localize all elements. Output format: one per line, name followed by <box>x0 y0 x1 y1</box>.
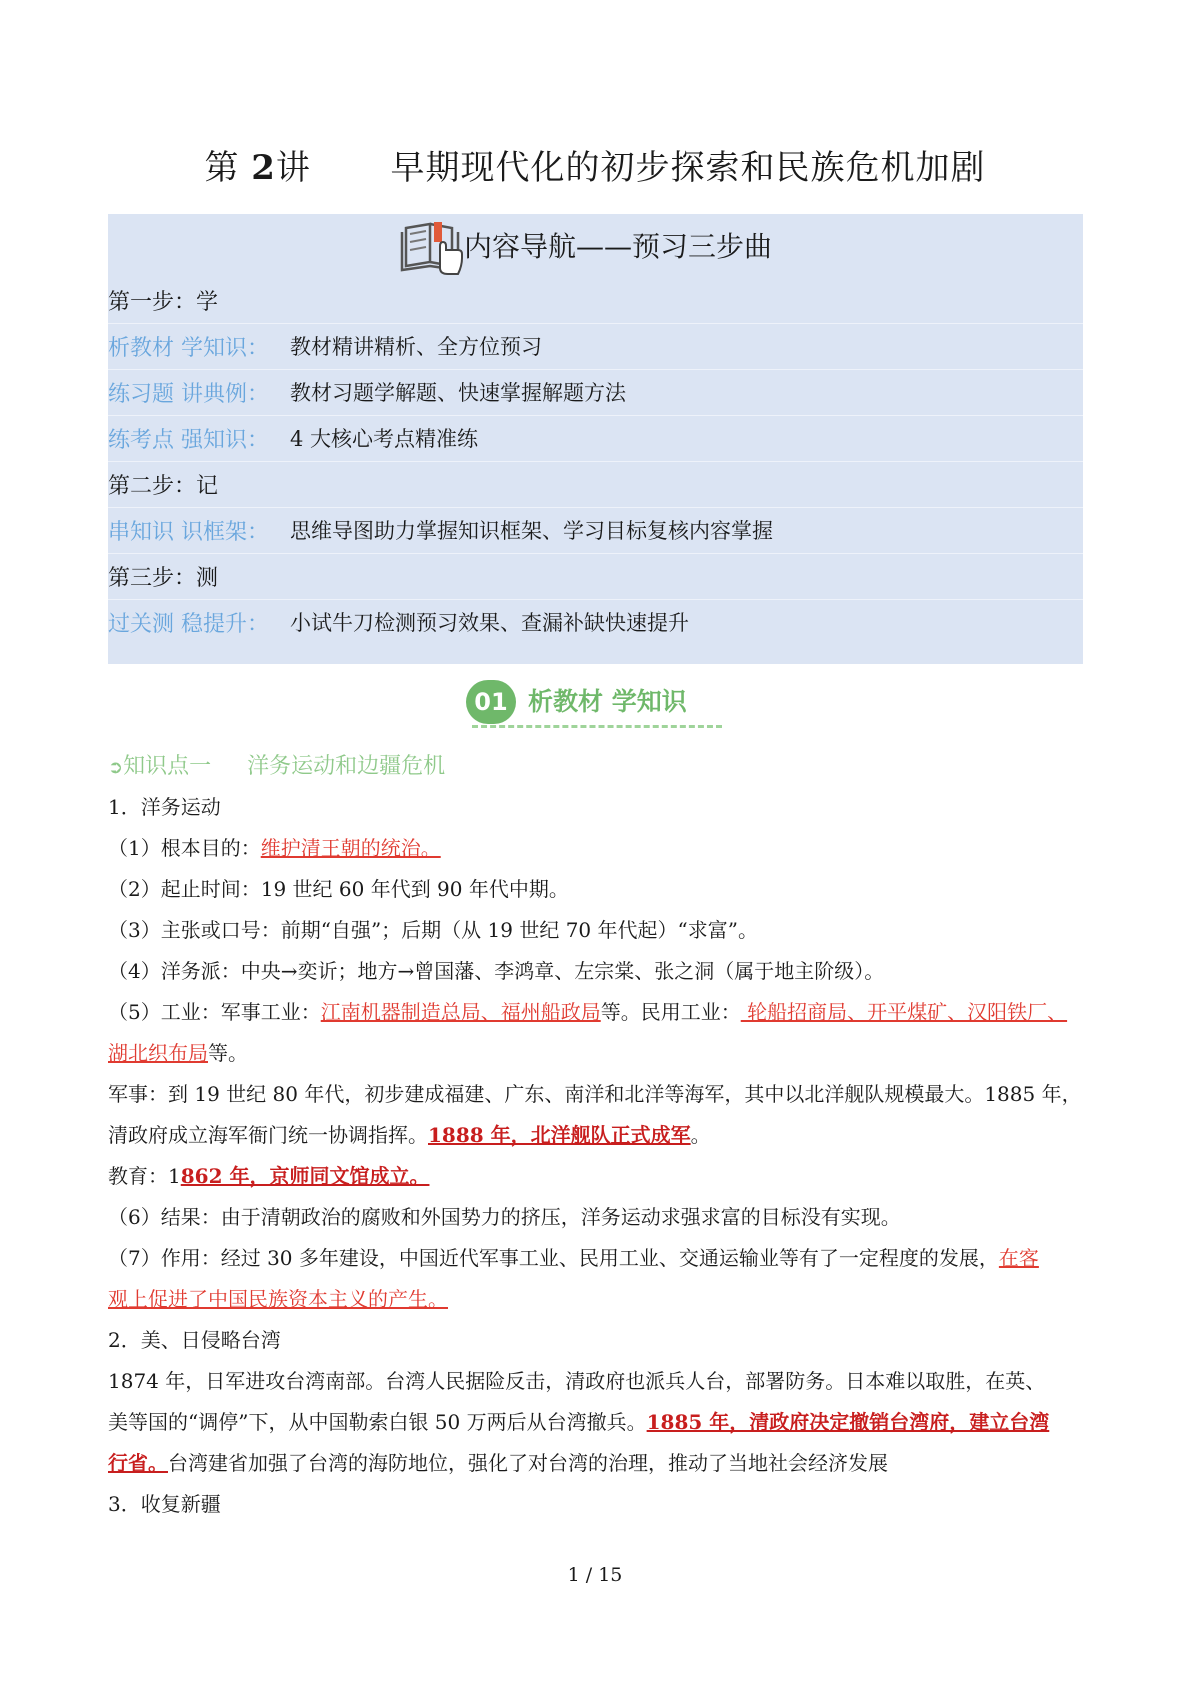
text: （1）根本目的： <box>108 836 261 860</box>
nav-step-3 <box>108 553 1083 600</box>
paragraph <box>108 838 1083 858</box>
nav-row <box>108 323 1083 370</box>
paragraph: 军事：到 19 世纪 80 年代，初步建成福建、广东、南洋和北洋等海军，其中以北洋舰队规模最大。1885 年， <box>108 1082 1082 1106</box>
title-suffix: 讲 <box>275 148 311 188</box>
highlight-text: 江南机器制造总局、福州船政局 <box>320 1000 601 1024</box>
nav-header <box>108 214 1083 280</box>
text: 等。 <box>208 1041 248 1065</box>
text: 等。民用工业： <box>600 1000 741 1024</box>
paragraph <box>108 1166 1083 1186</box>
content-navigation-box <box>108 214 1083 664</box>
highlight-text: 轮船招商局、开平煤矿、汉阳铁厂、 <box>740 1000 1068 1024</box>
dashed-underline <box>472 725 722 728</box>
row-key: 练习题 讲典例： <box>108 382 269 407</box>
text: 教育：1 <box>108 1164 181 1188</box>
highlight-text: 行省。 <box>108 1451 168 1475</box>
row-value: 思维导图助力掌握知识框架、学习目标复核内容掌握 <box>290 519 773 543</box>
page-title <box>0 140 1190 189</box>
row-key: 过关测 稳提升： <box>108 612 269 637</box>
heading-3: 3．收复新疆 <box>108 1492 221 1516</box>
text: 清政府成立海军衙门统一协调指挥。 <box>108 1123 428 1147</box>
page-number: 1 / 15 <box>567 1564 623 1586</box>
paragraph <box>108 1043 1083 1063</box>
nav-row <box>108 369 1083 416</box>
nav-step-1 <box>108 277 1083 324</box>
row-key: 析教材 学知识： <box>108 336 269 361</box>
knowledge-point-heading <box>108 749 445 780</box>
heading-1: 1．洋务运动 <box>108 795 221 819</box>
arrow-icon: ➲ <box>108 757 124 778</box>
row-value: 4 大核心考点精准练 <box>290 427 479 451</box>
text: （5）工业：军事工业： <box>108 1000 321 1024</box>
section-number: 01 <box>466 680 516 724</box>
paragraph <box>108 1453 1083 1473</box>
row-value: 小试牛刀检测预习效果、查漏补缺快速提升 <box>290 611 689 635</box>
title-main: 早期现代化的初步探索和民族危机加剧 <box>390 148 986 188</box>
paragraph: （4）洋务派：中央→奕䜣；地方→曾国藩、李鸿章、左宗棠、张之洞（属于地主阶级）。 <box>108 959 885 983</box>
step-label: 第一步：学 <box>108 290 219 315</box>
row-value: 教材精讲精析、全方位预习 <box>290 335 542 359</box>
row-value: 教材习题学解题、快速掌握解题方法 <box>290 381 626 405</box>
step-label: 第三步：测 <box>108 566 219 591</box>
highlight-text: 1888 年，北洋舰队正式成军 <box>428 1123 691 1147</box>
highlight-text: 观上促进了中国民族资本主义的产生。 <box>108 1287 448 1311</box>
text: 台湾建省加强了台湾的海防地位，强化了对台湾的治理，推动了当地社会经济发展 <box>168 1451 888 1475</box>
paragraph <box>108 1289 1083 1309</box>
paragraph: （2）起止时间：19 世纪 60 年代到 90 年代中期。 <box>108 877 569 901</box>
section-label: 析教材 学知识 <box>528 687 687 716</box>
highlight-text: 湖北织布局 <box>108 1041 208 1065</box>
section-badge <box>466 676 726 730</box>
paragraph <box>108 1412 1083 1432</box>
paragraph: （6）结果：由于清朝政治的腐败和外国势力的挤压，洋务运动求强求富的目标没有实现。 <box>108 1205 901 1229</box>
highlight-text: 862 年，京师同文馆成立。 <box>180 1164 430 1188</box>
title-number: 2 <box>251 148 276 188</box>
text: 。 <box>690 1123 711 1147</box>
step-label: 第二步：记 <box>108 474 219 499</box>
row-key: 串知识 识框架： <box>108 520 269 545</box>
nav-row <box>108 599 1083 645</box>
kp-topic: 洋务运动和边疆危机 <box>247 754 446 779</box>
kp-label: 知识点一 <box>123 754 212 779</box>
text: （7）作用：经过 30 多年建设，中国近代军事工业、民用工业、交通运输业等有了一定程度的发展， <box>108 1246 999 1270</box>
paragraph: 1874 年，日军进攻台湾南部。台湾人民据险反击，清政府也派兵人台，部署防务。日本难以取胜，在英、 <box>108 1369 1046 1393</box>
text: 美等国的“调停”下，从中国勒索白银 50 万两后从台湾撤兵。 <box>108 1410 647 1434</box>
highlight-text: 维护清王朝的统治。 <box>260 836 441 860</box>
book-pointer-icon <box>400 216 464 276</box>
paragraph: （3）主张或口号：前期“自强”；后期（从 19 世纪 70 年代起）“求富”。 <box>108 918 758 942</box>
paragraph <box>108 1125 1083 1145</box>
highlight-text: 在客 <box>998 1246 1039 1270</box>
nav-row <box>108 415 1083 462</box>
heading-2: 2．美、日侵略台湾 <box>108 1328 281 1352</box>
nav-step-2 <box>108 461 1083 508</box>
paragraph <box>108 1248 1083 1268</box>
row-key: 练考点 强知识： <box>108 428 269 453</box>
paragraph <box>108 1002 1083 1022</box>
nav-row <box>108 507 1083 554</box>
nav-heading: 内容导航——预习三步曲 <box>464 230 773 263</box>
highlight-text: 1885 年，清政府决定撤销台湾府，建立台湾 <box>646 1410 1050 1434</box>
title-prefix: 第 <box>204 148 240 188</box>
